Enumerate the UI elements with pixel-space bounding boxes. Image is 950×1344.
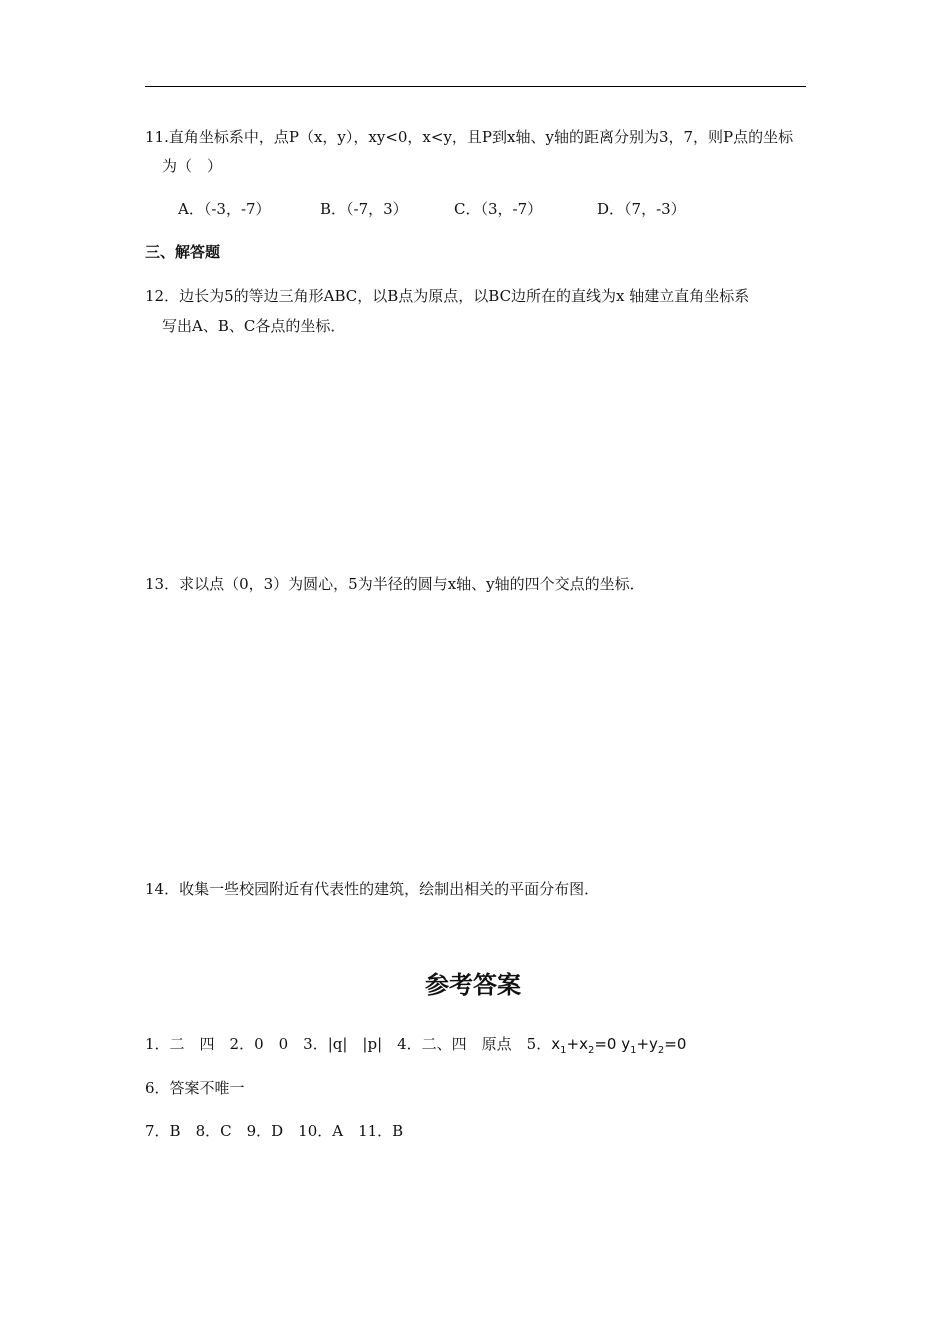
- eq-sub: 2: [657, 1045, 665, 1056]
- question-14: 14．收集一些校园附近有代表性的建筑，绘制出相关的平面分布图．: [145, 880, 600, 898]
- question-11-option-d: D．（7，-3）: [597, 200, 686, 218]
- question-11-line2: 为（ ）: [162, 157, 223, 175]
- section-heading: 三、解答题: [145, 243, 221, 261]
- question-12-line2: 写出A、B、C各点的坐标．: [162, 317, 346, 335]
- eq-plus-x: +x: [566, 1035, 588, 1053]
- eq-equals-zero: =0: [664, 1035, 687, 1053]
- question-11-option-b: B．（-7，3）: [320, 200, 408, 218]
- question-11-option-a: A．（-3，-7）: [178, 200, 271, 218]
- question-11-line1: 11.直角坐标系中，点P（x，y），xy<0，x<y，且P到x轴、y轴的距离分别为3，7，则P点的坐标: [145, 128, 794, 146]
- question-11-option-c: C．（3，-7）: [454, 200, 543, 218]
- header-rule: [145, 86, 806, 87]
- eq-equals-y: =0 y: [594, 1035, 631, 1053]
- eq-plus-y: +y: [636, 1035, 658, 1053]
- eq-sub: 1: [630, 1045, 637, 1056]
- answers-line-1: [145, 1034, 686, 1061]
- eq-x: x: [551, 1035, 561, 1053]
- eq-sub: 1: [560, 1045, 567, 1056]
- question-13: 13．求以点（0，3）为圆心，5为半径的圆与x轴、y轴的四个交点的坐标．: [145, 575, 645, 593]
- answers-line-1-text: 1．二 四 2．0 0 3．|q| |p| 4．二、四 原点 5．: [145, 1035, 552, 1053]
- eq-sub: 2: [587, 1045, 595, 1056]
- question-12-line1: 12．边长为5的等边三角形ABC，以B点为原点，以BC边所在的直线为x 轴建立直角坐标系: [145, 287, 750, 305]
- answers-line-3: 7．B 8．C 9．D 10．A 11．B: [145, 1122, 404, 1140]
- answers-title: 参考答案: [425, 971, 521, 999]
- answers-line-2: 6．答案不唯一: [145, 1079, 245, 1097]
- answer-5-equations: [551, 1035, 687, 1056]
